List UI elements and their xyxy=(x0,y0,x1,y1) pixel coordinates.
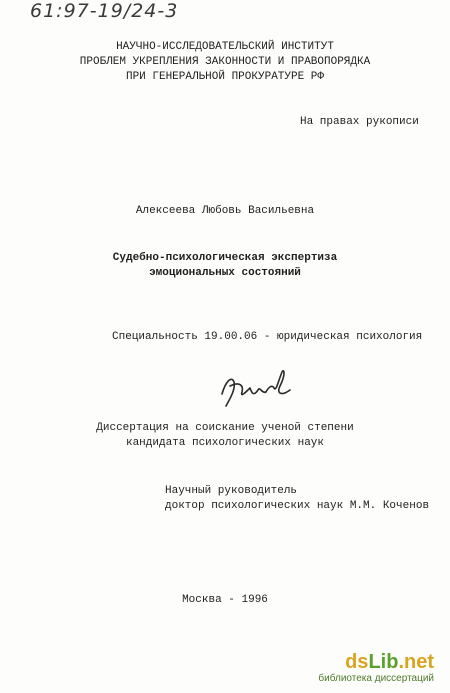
signature xyxy=(218,362,298,412)
dslib-logo: dsLib.net xyxy=(345,651,434,673)
place-year: Москва - 1996 xyxy=(182,594,268,606)
dslib-subtitle: библиотека диссертаций xyxy=(318,673,434,684)
manuscript-note: На правах рукописи xyxy=(300,116,419,128)
archive-number: 61:97-19/24-3 xyxy=(30,0,179,22)
supervisor-name: доктор психологических наук М.М. Коченов xyxy=(165,500,430,512)
specialty: Специальность 19.00.06 - юридическая психология xyxy=(112,331,423,343)
institute-line-3: ПРИ ГЕНЕРАЛЬНОЙ ПРОКУРАТУРЕ РФ xyxy=(125,71,325,83)
dissertation-title-line-1: Судебно-психологическая экспертиза xyxy=(112,252,338,264)
author-name: Алексеева Любовь Васильевна xyxy=(135,205,315,217)
institute-line-2: ПРОБЛЕМ УКРЕПЛЕНИЯ ЗАКОННОСТИ И ПРАВОПОРЯДКА xyxy=(79,56,371,68)
supervisor-label: Научный руководитель xyxy=(165,485,298,497)
dissertation-title-line-2: эмоциональных состояний xyxy=(149,267,301,279)
dissertation-line-1: Диссертация на соискание ученой степени xyxy=(96,422,354,434)
dslib-watermark xyxy=(318,651,434,685)
institute-line-1: НАУЧНО-ИССЛЕДОВАТЕЛЬСКИЙ ИНСТИТУТ xyxy=(116,41,334,53)
dissertation-line-2: кандидата психологических наук xyxy=(125,437,325,449)
